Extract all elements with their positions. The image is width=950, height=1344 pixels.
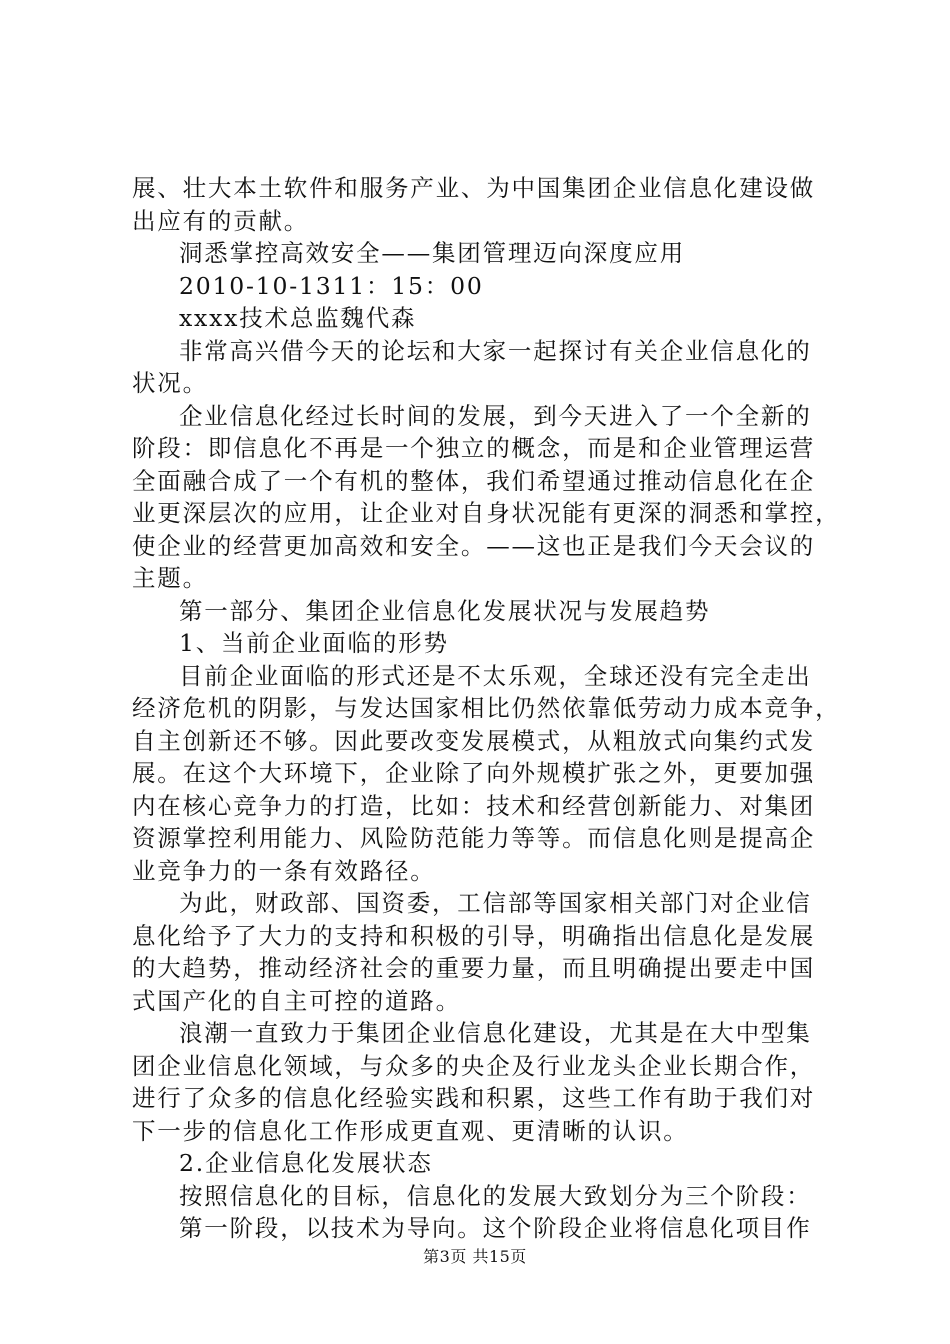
- text-line: 非常高兴借今天的论坛和大家一起探讨有关企业信息化的: [179, 336, 812, 365]
- text-line: 业竞争力的一条有效路径。: [132, 856, 436, 885]
- text-line: 的大趋势，推动经济社会的重要力量，而且明确提出要走中国: [132, 954, 816, 982]
- text-line: 下一步的信息化工作形成更直观、更清晰的认识。: [132, 1116, 689, 1145]
- text-line: 企业信息化经过长时间的发展，到今天进入了一个全新的: [179, 401, 812, 430]
- text-line: 第一阶段，以技术为导向。这个阶段企业将信息化项目作: [179, 1214, 812, 1242]
- text-line: 式国产化的自主可控的道路。: [132, 986, 461, 1015]
- text-line: 为此，财政部、国资委，工信部等国家相关部门对企业信: [179, 889, 812, 917]
- text-line: 展。在这个大环境下，企业除了向外规模扩张之外，更要加强: [132, 759, 816, 787]
- text-line: 息化给予了大力的支持和积极的引导，明确指出信息化是发展: [132, 921, 816, 950]
- section-heading: 第一部分、集团企业信息化发展状况与发展趋势: [179, 596, 711, 625]
- text-line: 自主创新还不够。因此要改变发展模式，从粗放式向集约式发: [132, 726, 816, 755]
- subsection-heading: 2.企业信息化发展状态: [179, 1149, 433, 1177]
- text-line: 经济危机的阴影，与发达国家相比仍然依靠低劳动力成本竞争，: [132, 694, 841, 722]
- text-line: 按照信息化的目标，信息化的发展大致划分为三个阶段：: [179, 1181, 812, 1210]
- text-line: 团企业信息化领域，与众多的央企及行业龙头企业长期合作，: [132, 1051, 816, 1080]
- text-line: 阶段：即信息化不再是一个独立的概念，而是和企业管理运营: [132, 434, 816, 462]
- text-line: 目前企业面临的形式还是不太乐观，全球还没有完全走出: [179, 661, 812, 690]
- article-timestamp: 2010-10-1311：15：00: [179, 271, 484, 300]
- text-line: 主题。: [132, 564, 208, 592]
- article-author: xxxx技术总监魏代森: [179, 304, 417, 332]
- text-line: 展、壮大本土软件和服务产业、为中国集团企业信息化建设做: [132, 174, 816, 202]
- text-line: 全面融合成了一个有机的整体，我们希望通过推动信息化在企: [132, 466, 816, 495]
- text-line: 进行了众多的信息化经验实践和积累，这些工作有助于我们对: [132, 1084, 816, 1112]
- text-line: 使企业的经营更加高效和安全。——这也正是我们今天会议的: [132, 531, 816, 560]
- text-line: 出应有的贡献。: [132, 206, 310, 235]
- article-title: 洞悉掌控高效安全——集团管理迈向深度应用: [179, 239, 685, 267]
- text-line: 资源掌控利用能力、风险防范能力等等。而信息化则是提高企: [132, 824, 816, 852]
- text-line: 业更深层次的应用，让企业对自身状况能有更深的洞悉和掌控，: [132, 499, 841, 527]
- text-line: 状况。: [132, 369, 208, 397]
- page-number-footer: 第3页 共15页: [423, 1247, 527, 1266]
- text-line: 浪潮一直致力于集团企业信息化建设，尤其是在大中型集: [179, 1019, 812, 1047]
- text-line: 内在核心竞争力的打造，比如：技术和经营创新能力、对集团: [132, 791, 816, 820]
- document-body: [132, 172, 841, 1245]
- subsection-heading: 1、当前企业面临的形势: [179, 629, 449, 657]
